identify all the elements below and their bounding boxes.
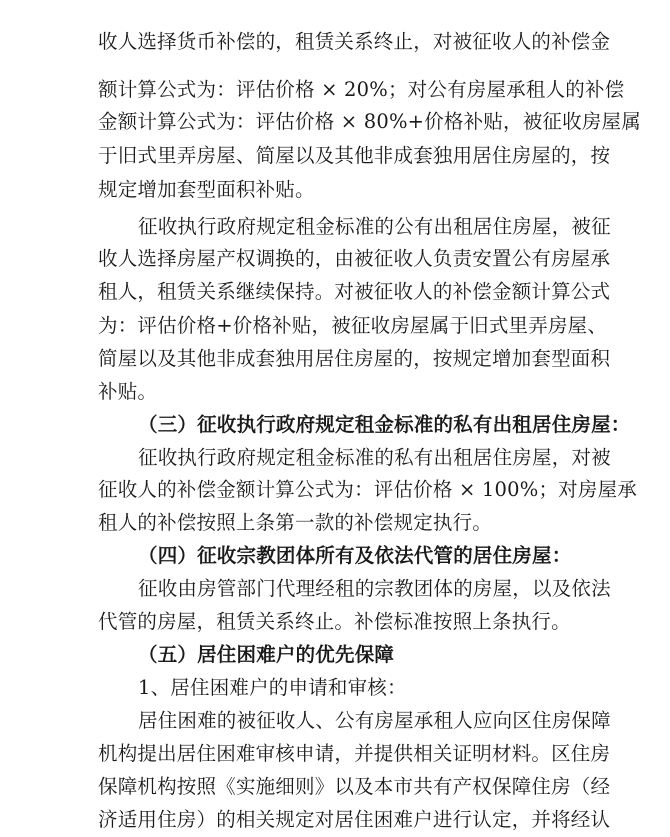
paragraph-first-line: 征收执行政府规定租金标准的私有出租居住房屋，对被 — [138, 446, 611, 469]
text-line: 征收人的补偿金额计算公式为：评估价格 × 100%；对房屋承 — [98, 478, 637, 501]
section-heading: （三）征收执行政府规定租金标准的私有出租居住房屋： — [138, 413, 631, 436]
text-line: 租人的补偿按照上条第一款的补偿规定执行。 — [98, 511, 493, 534]
paragraph-first-line: 征收执行政府规定租金标准的公有出租居住房屋，被征 — [138, 215, 611, 238]
text-line: 代管的房屋，租赁关系终止。补偿标准按照上条执行。 — [98, 610, 571, 633]
text-line: 为：评估价格+价格补贴，被征收房屋属于旧式里弄房屋、 — [98, 314, 608, 337]
text-line: 简屋以及其他非成套独用居住房屋的，按规定增加套型面积 — [98, 347, 611, 370]
text-line: 金额计算公式为：评估价格 × 80%+价格补贴，被征收房屋属 — [98, 110, 641, 133]
text-line: 机构提出居住困难审核申请，并提供相关证明材料。区住房 — [98, 742, 611, 765]
text-line: 收人选择房屋产权调换的，由被征收人负责安置公有房屋承 — [98, 247, 611, 270]
text-line: 于旧式里弄房屋、简屋以及其他非成套独用居住房屋的，按 — [98, 144, 611, 167]
subsection-heading: 1、居住困难户的申请和审核： — [138, 676, 407, 699]
section-heading: （四）征收宗教团体所有及依法代管的居住房屋： — [138, 544, 572, 567]
section-heading: （五）居住困难户的优先保障 — [138, 643, 395, 666]
text-line: 规定增加套型面积补贴。 — [98, 178, 315, 201]
paragraph-first-line: 征收由房管部门代理经租的宗教团体的房屋，以及依法 — [138, 577, 611, 600]
text-line: 补贴。 — [98, 380, 158, 403]
text-line: 保障机构按照《实施细则》以及本市共有产权保障住房（经 — [98, 775, 611, 798]
text-line: 额计算公式为：评估价格 × 20%；对公有房屋承租人的补偿 — [98, 78, 625, 101]
text-line: 济适用住房）的相关规定对居住困难户进行认定，并将经认 — [98, 808, 611, 831]
text-line: 租人，租赁关系继续保持。对被征收人的补偿金额计算公式 — [98, 280, 611, 303]
paragraph-first-line: 居住困难的被征收人、公有房屋承租人应向区住房保障 — [138, 709, 611, 732]
text-line: 收人选择货币补偿的，租赁关系终止，对被征收人的补偿金 — [98, 30, 611, 53]
